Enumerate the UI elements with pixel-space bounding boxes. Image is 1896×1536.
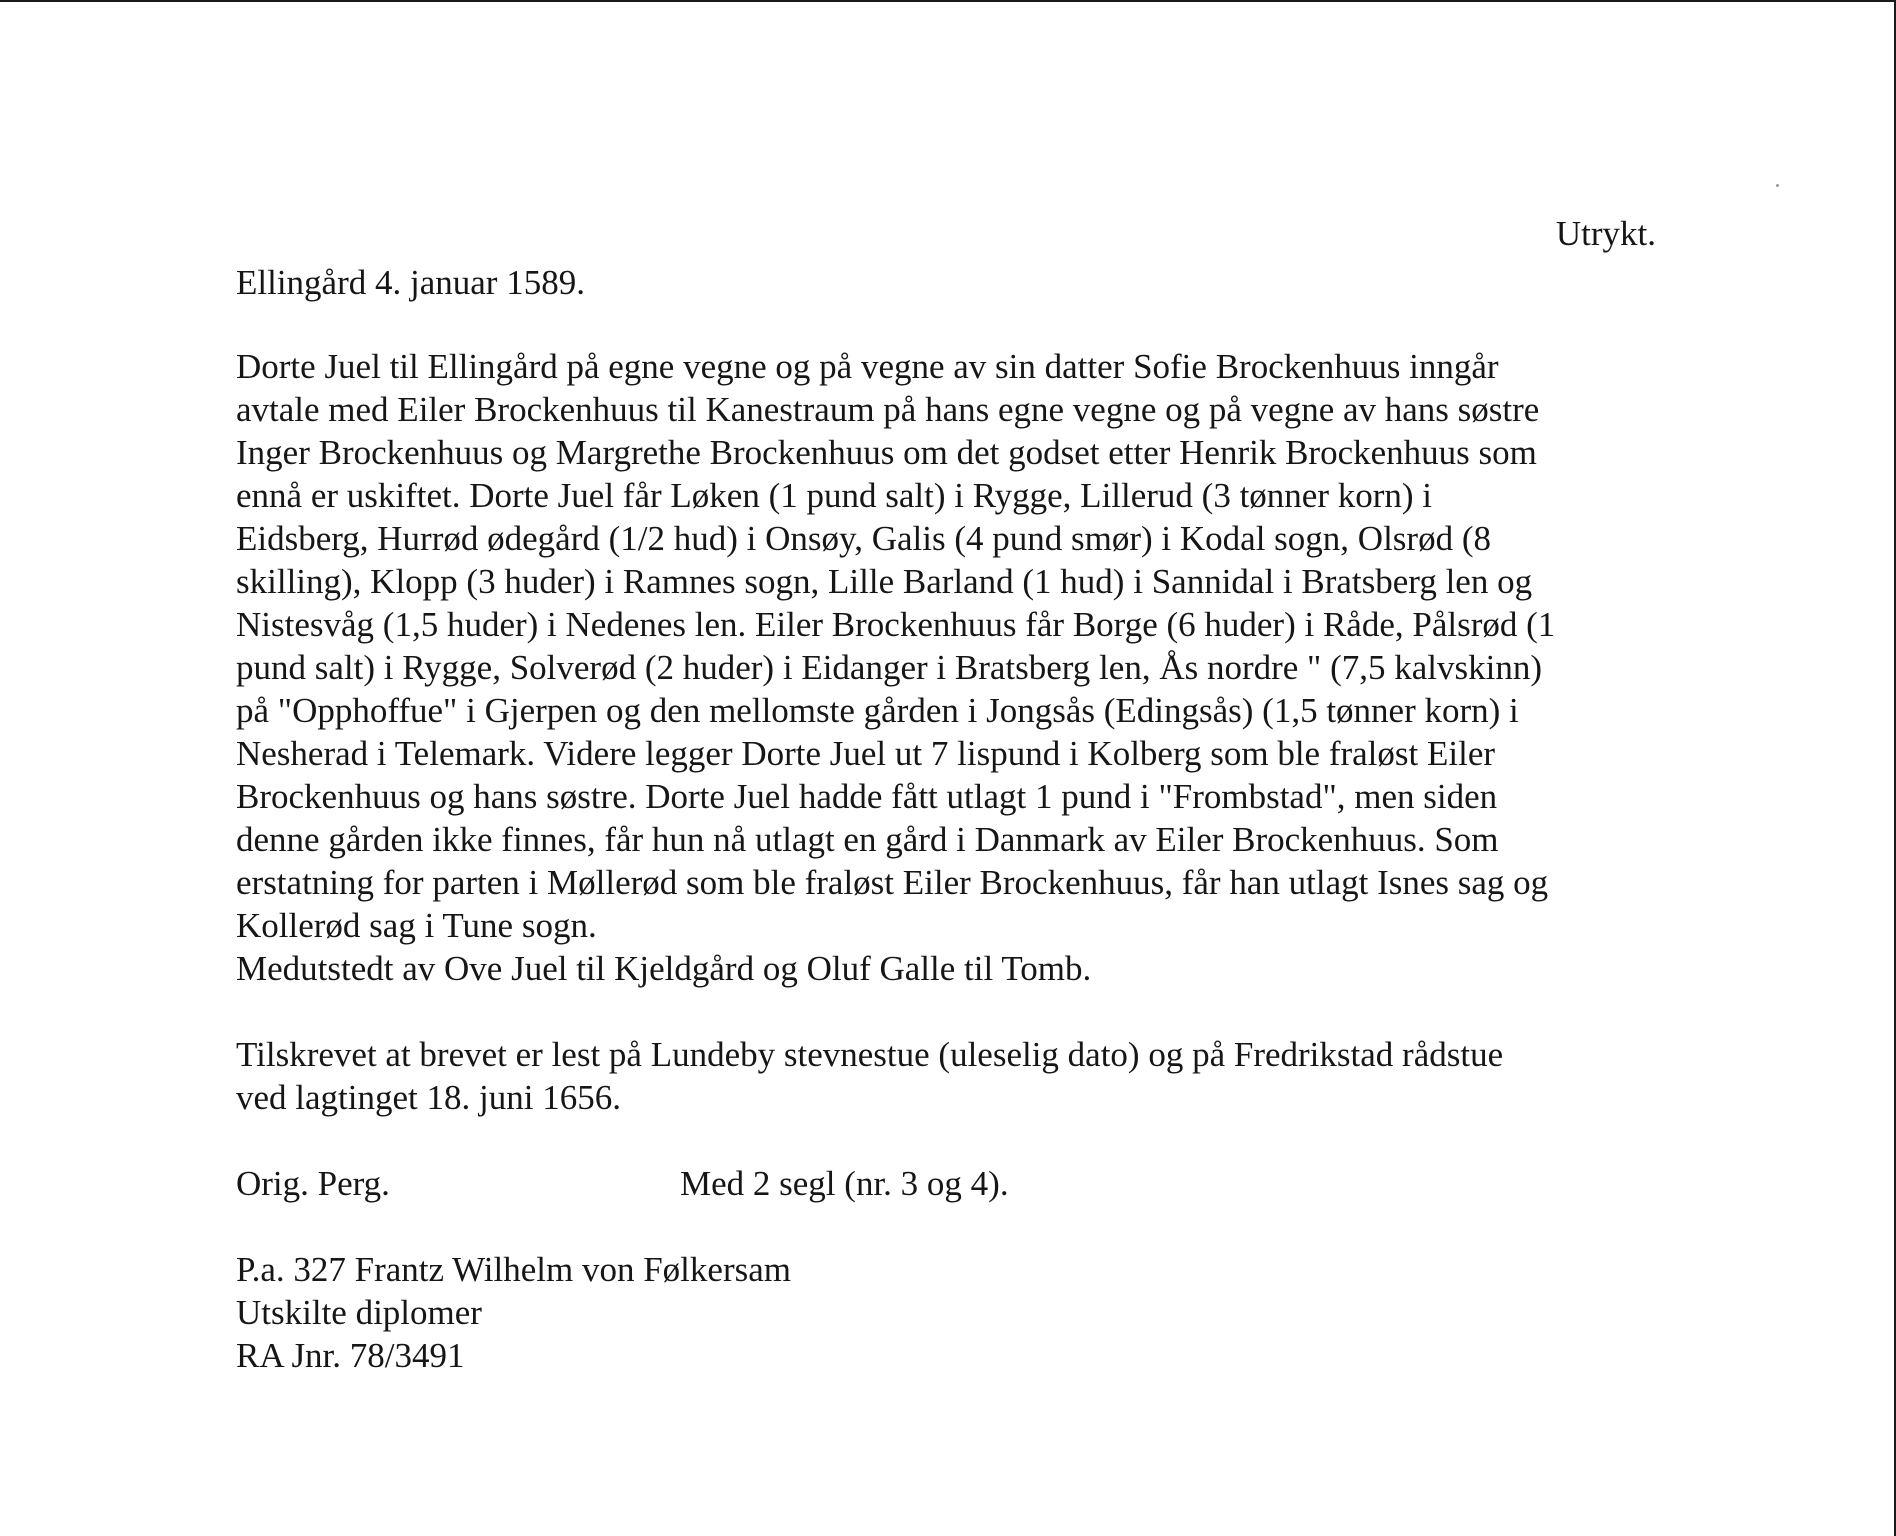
summary-line: pund salt) i Rygge, Solverød (2 huder) i Eidanger i Bratsberg len, Ås nordre " (7,5 kalvskinn) <box>236 648 1543 687</box>
scan-speck <box>1776 184 1779 187</box>
archive-line: RA Jnr. 78/3491 <box>236 1336 465 1375</box>
original-label: Orig. Perg. <box>236 1164 390 1203</box>
endorsement-line: Tilskrevet at brevet er lest på Lundeby stevnestue (uleselig dato) og på Fredrikstad rådstue <box>236 1035 1504 1074</box>
archive-line: Utskilte diplomer <box>236 1293 482 1332</box>
summary-line: erstatning for parten i Møllerød som ble fraløst Eiler Brockenhuus, får han utlagt Isnes sag og <box>236 863 1549 902</box>
summary-line: Dorte Juel til Ellingård på egne vegne og på vegne av sin datter Sofie Brockenhuus inngår <box>236 347 1499 386</box>
summary-line: Brockenhuus og hans søstre. Dorte Juel hadde fått utlagt 1 pund i "Frombstad", men siden <box>236 777 1498 816</box>
summary-line: Inger Brockenhuus og Margrethe Brockenhuus om det godset etter Henrik Brockenhuus som <box>236 433 1537 472</box>
seals-label: Med 2 segl (nr. 3 og 4). <box>680 1164 1009 1203</box>
summary-line: Nistesvåg (1,5 huder) i Nedenes len. Eiler Brockenhuus får Borge (6 huder) i Råde, Pålsrød (1 <box>236 605 1556 644</box>
summary-line: avtale med Eiler Brockenhuus til Kanestraum på hans egne vegne og på vegne av hans søstre <box>236 390 1540 429</box>
endorsement-line: ved lagtinget 18. juni 1656. <box>236 1078 621 1117</box>
summary-line: Eidsberg, Hurrød ødegård (1/2 hud) i Onsøy, Galis (4 pund smør) i Kodal sogn, Olsrød (8 <box>236 519 1491 558</box>
status-label: Utrykt. <box>1555 214 1656 253</box>
summary-line: ennå er uskiftet. Dorte Juel får Løken (1 pund salt) i Rygge, Lillerud (3 tønner korn) i <box>236 476 1433 515</box>
summary-line: Kollerød sag i Tune sogn. <box>236 906 597 945</box>
summary-line: Medutstedt av Ove Juel til Kjeldgård og Oluf Galle til Tomb. <box>236 949 1092 988</box>
summary-line: denne gården ikke finnes, får hun nå utlagt en gård i Danmark av Eiler Brockenhuus. Som <box>236 820 1499 859</box>
place-date: Ellingård 4. januar 1589. <box>236 263 585 302</box>
summary-line: Nesherad i Telemark. Videre legger Dorte Juel ut 7 lispund i Kolberg som ble fraløst Eiler <box>236 734 1496 773</box>
archive-line: P.a. 327 Frantz Wilhelm von Følkersam <box>236 1250 791 1289</box>
summary-line: skilling), Klopp (3 huder) i Ramnes sogn, Lille Barland (1 hud) i Sannidal i Bratsberg len og <box>236 562 1533 601</box>
summary-line: på "Opphoffue" i Gjerpen og den mellomste gården i Jongsås (Edingsås) (1,5 tønner korn) i <box>236 691 1519 730</box>
